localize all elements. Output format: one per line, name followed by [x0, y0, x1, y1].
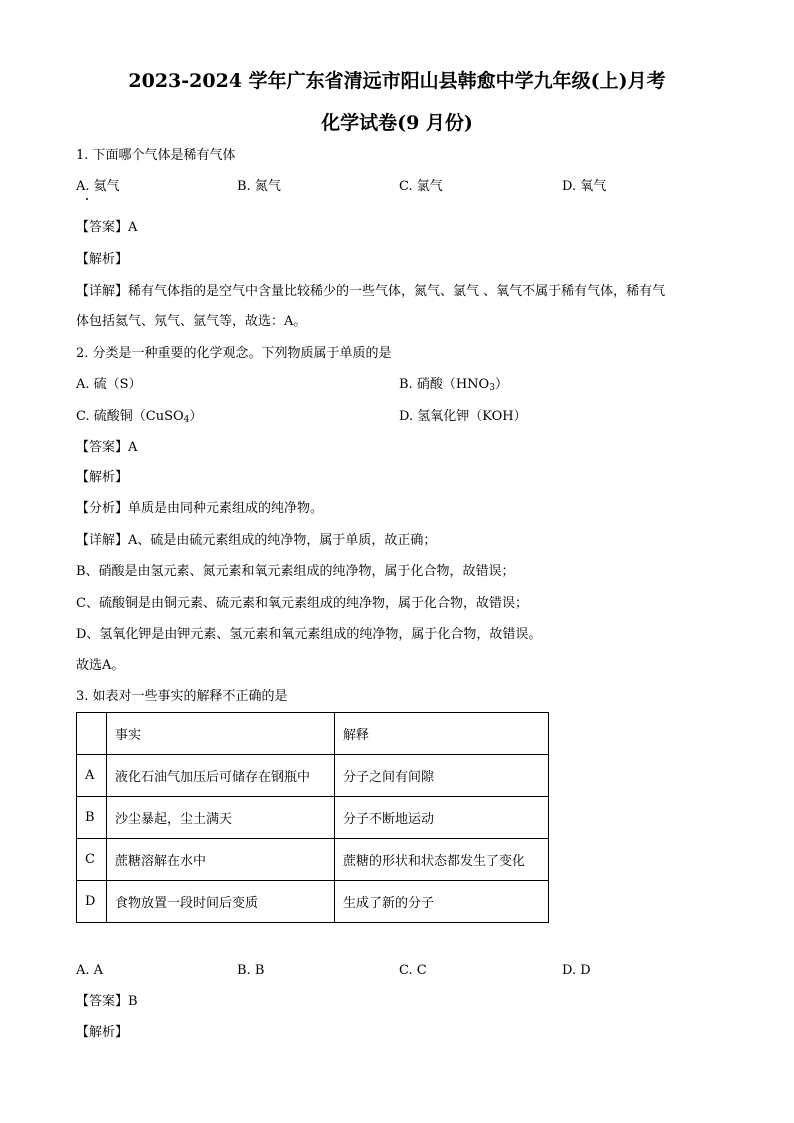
q2-answer: 【答案】A [76, 440, 138, 455]
table-cell: 生成了新的分子 [335, 881, 549, 923]
q2-option-b-suffix: ） [494, 377, 508, 392]
q2-option-b [399, 376, 508, 394]
document-title-line2: 化学试卷(9 月份) [321, 112, 473, 134]
table-cell: 液化石油气加压后可储存在钢瓶中 [107, 755, 335, 797]
q3-option-b: B. B [237, 963, 265, 978]
table-cell: 沙尘暴起，尘土满天 [107, 797, 335, 839]
table-cell: D [77, 881, 107, 923]
q2-stem: 2. 分类是一种重要的化学观念。下列物质属于单质的是 [76, 346, 392, 361]
q2-detail-c: C、硫酸铜是由铜元素、硫元素和氧元素组成的纯净物，属于化合物，故错误； [76, 596, 528, 611]
table-cell: 蔗糖的形状和状态都发生了变化 [335, 839, 549, 881]
q1-analysis-heading: 【解析】 [76, 252, 129, 267]
q2-fenxi: 【分析】单质是由同种元素组成的纯净物。 [76, 501, 324, 516]
table-row [77, 797, 549, 839]
q2-option-d: D. 氢氧化钾（KOH） [399, 409, 527, 424]
table-cell: 分子不断地运动 [335, 797, 549, 839]
q2-option-c-subscript: 4 [183, 415, 190, 425]
table-cell: B [77, 797, 107, 839]
table-row [77, 839, 549, 881]
q2-conclusion: 故选A。 [76, 658, 125, 673]
q2-detail-b: B、硝酸是由氢元素、氮元素和氧元素组成的纯净物，属于化合物，故错误； [76, 564, 515, 579]
q3-option-d: D. D [562, 963, 591, 978]
q1-detail-line2: 体包括氦气、氖气、氩气等，故选：A。 [76, 314, 307, 329]
q2-analysis-heading: 【解析】 [76, 470, 129, 485]
q3-answer: 【答案】B [76, 994, 138, 1009]
q1-option-a: A. 氦气 [76, 179, 120, 194]
q3-analysis-heading: 【解析】 [76, 1025, 129, 1040]
table-cell: 蔗糖溶解在水中 [107, 839, 335, 881]
table-header-cell [77, 713, 107, 755]
table-cell: 分子之间有间隙 [335, 755, 549, 797]
q1-answer: 【答案】A [76, 220, 138, 235]
document-title-line1: 2023-2024 学年广东省清远市阳山县韩愈中学九年级(上)月考 [128, 70, 666, 92]
table-cell: 食物放置一段时间后变质 [107, 881, 335, 923]
q3-option-c: C. C [399, 963, 427, 978]
q2-detail-a: 【详解】A、硫是由硫元素组成的纯净物，属于单质，故正确； [76, 533, 437, 548]
q1-option-b: B. 氮气 [237, 179, 281, 194]
q2-option-b-subscript: 3 [489, 383, 495, 393]
table-header-cell: 解释 [335, 713, 549, 755]
q1-option-d: D. 氧气 [562, 179, 607, 194]
q2-option-a: A. 硫（S） [76, 377, 142, 392]
table-cell: C [77, 839, 107, 881]
table-row [77, 881, 549, 923]
q2-option-c-suffix: ） [189, 409, 203, 424]
stray-dot [86, 198, 88, 200]
q2-option-b-prefix: B. 硝酸（HNO [399, 377, 490, 392]
q1-stem: 1. 下面哪个气体是稀有气体 [76, 148, 236, 163]
q3-facts-table [76, 712, 549, 923]
q2-detail-d: D、氢氧化钾是由钾元素、氢元素和氧元素组成的纯净物，属于化合物，故错误。 [76, 627, 542, 642]
q2-option-c [76, 408, 202, 426]
table-header-row [77, 713, 549, 755]
q2-option-c-prefix: C. 硫酸铜（CuSO [76, 409, 184, 424]
table-cell: A [77, 755, 107, 797]
table-header-cell: 事实 [107, 713, 335, 755]
table-row [77, 755, 549, 797]
q3-option-a: A. A [76, 963, 104, 978]
q1-option-c: C. 氯气 [399, 179, 443, 194]
q1-detail-line1: 【详解】稀有气体指的是空气中含量比较稀少的一些气体，氮气、氯气 、氧气不属于稀有气体，稀有气 [76, 284, 666, 299]
q3-stem: 3. 如表对一些事实的解释不正确的是 [76, 689, 288, 704]
